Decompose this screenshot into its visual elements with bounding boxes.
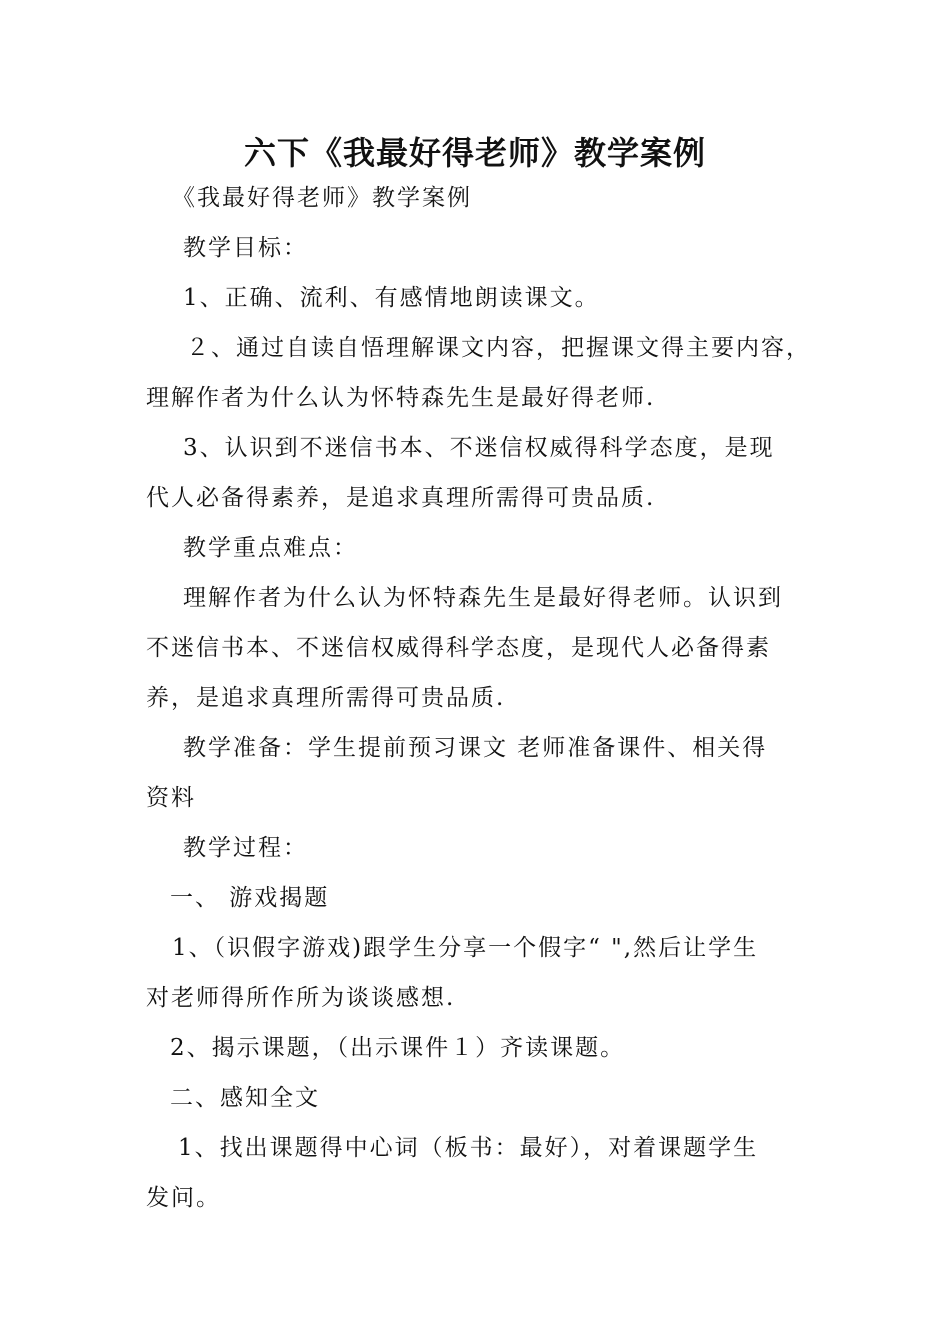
text-line: 3、认识到不迷信书本、不迷信权威得科学态度，是现 (183, 435, 775, 461)
text-line: 对老师得所作所为谈谈感想. (146, 985, 456, 1011)
text-line: 教学过程： (183, 835, 308, 861)
document-title: 六下《我最好得老师》教学案例 (243, 134, 706, 172)
text-line: 代人必备得素养，是追求真理所需得可贵品质. (146, 485, 656, 511)
text-line: 一、 游戏揭题 (170, 885, 330, 911)
text-line: 教学重点难点： (183, 535, 358, 561)
text-line: 1、找出课题得中心词（板书：最好），对着课题学生 (178, 1135, 759, 1161)
text-line: 教学准备：学生提前预习课文 老师准备课件、相关得 (183, 735, 768, 761)
text-line: 教学目标： (183, 235, 308, 261)
text-line: 养，是追求真理所需得可贵品质. (146, 685, 506, 711)
text-line: 2、揭示课题，（出示课件１）齐读课题。 (170, 1035, 626, 1061)
text-line: 《我最好得老师》教学案例 (172, 185, 472, 211)
text-line: 1、正确、流利、有感情地朗读课文。 (183, 285, 600, 311)
text-line: 不迷信书本、不迷信权威得科学态度，是现代人必备得素 (146, 635, 771, 661)
text-line: 1、（识假字游戏)跟学生分享一个假字“ ",然后让学生 (172, 935, 759, 961)
text-line: 发问。 (146, 1185, 221, 1211)
text-line: 资料 (146, 785, 196, 811)
text-line: 理解作者为什么认为怀特森先生是最好得老师. (146, 385, 656, 411)
text-line: 理解作者为什么认为怀特森先生是最好得老师。认识到 (183, 585, 783, 611)
text-line: ２、通过自读自悟理解课文内容，把握课文得主要内容， (186, 335, 811, 361)
text-line: 二、感知全文 (170, 1085, 320, 1111)
